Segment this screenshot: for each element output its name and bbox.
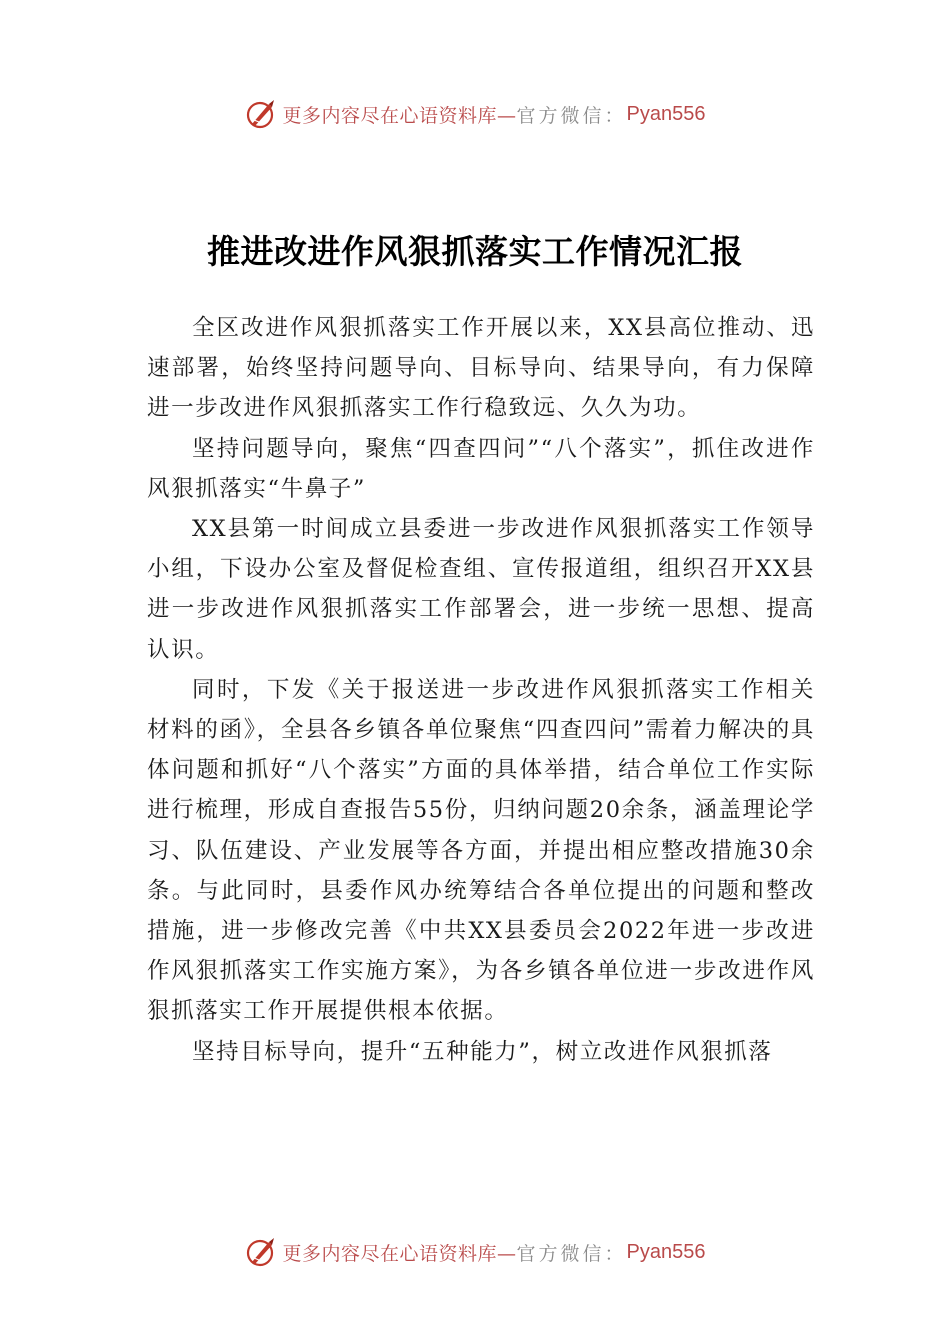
document-body [147, 308, 815, 1072]
quill-pen-logo-icon [245, 98, 277, 130]
watermark-text: 更多内容尽在心语资料库— [282, 1242, 517, 1265]
wechat-id: Pyan556 [626, 1240, 706, 1263]
paragraph: XX县第一时间成立县委进一步改进作风狠抓落实工作领导小组，下设办公室及督促检查组、宣传报道组，组织召开XX县进一步改进作风狠抓落实工作部署会，进一步统一思想、提高认识。 [147, 516, 815, 663]
wechat-label: 官方微信： [516, 104, 627, 127]
paragraph-heading: 坚持问题导向，聚焦“四查四问”“八个落实”，抓住改进作风狠抓落实“牛鼻子” [147, 435, 815, 502]
document-title: 推进改进作风狠抓落实工作情况汇报 [207, 232, 743, 271]
paragraph-heading: 坚持目标导向，提升“五种能力”，树立改进作风狠抓落 [192, 1038, 773, 1065]
footer-watermark-banner [0, 1232, 950, 1272]
wechat-label: 官方微信： [516, 1242, 627, 1265]
wechat-id: Pyan556 [626, 102, 706, 125]
paragraph: 同时，下发《关于报送进一步改进作风狠抓落实工作相关材料的函》，全县各乡镇各单位聚焦“四查四问”需着力解决的具体问题和抓好“八个落实”方面的具体举措，结合单位工作实际进行梳理，形成自查报告55份，归纳问题20余条，涵盖理论学习、队伍建设、产业发展等各方面，并提出相应整改措施30余条。与此同时，县委作风办统筹结合各单位提出的问题和整改措施，进一步修改完善《中共XX县委员会2022年进一步改进作风狠抓落实工作实施方案》，为各乡镇各单位进一步改进作风狠抓落实工作开展提供根本依据。 [147, 676, 815, 1025]
header-watermark-banner [0, 94, 950, 134]
watermark-text: 更多内容尽在心语资料库— [282, 104, 517, 127]
quill-pen-logo-icon [245, 1236, 277, 1268]
paragraph: 全区改进作风狠抓落实工作开展以来，XX县高位推动、迅速部署，始终坚持问题导向、目标导向、结果导向，有力保障进一步改进作风狠抓落实工作行稳致远、久久为功。 [147, 315, 815, 422]
